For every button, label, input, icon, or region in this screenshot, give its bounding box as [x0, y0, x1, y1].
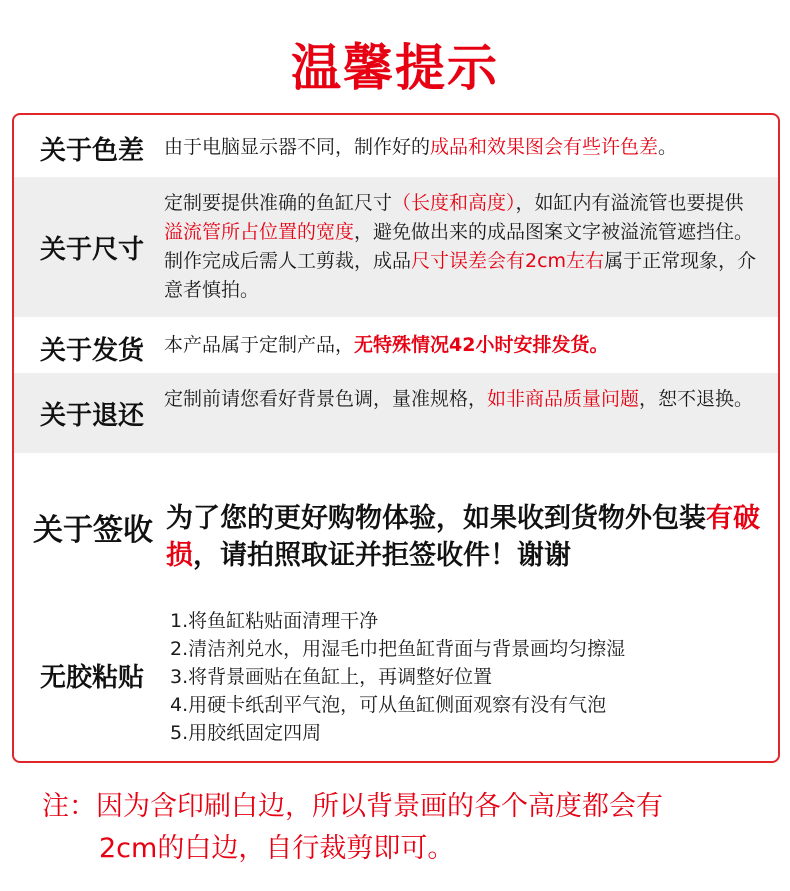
text-segment: 为了您的更好购物体验，如果收到货物外包装 — [166, 503, 706, 534]
section-label: 关于色差 — [39, 136, 144, 166]
text-segment: 由于电脑显示器不同，制作好的 — [164, 136, 431, 158]
text-segment: 。 — [658, 136, 678, 158]
highlight-text: 溢流管所占位置的宽度 — [164, 221, 355, 243]
text-segment: 定制前请您看好背景色调，量准规格， — [164, 388, 488, 410]
section-text — [164, 331, 759, 360]
section-size — [14, 177, 778, 317]
tips-card — [12, 113, 780, 763]
section-signing — [14, 453, 778, 587]
highlight-text: 成品和效果图会有些许色差 — [430, 136, 659, 158]
step-item: 5.用胶纸固定四周 — [170, 722, 322, 744]
highlight-text: （长度和高度） — [392, 192, 516, 214]
steps-list — [170, 607, 760, 747]
footer-note — [42, 786, 762, 870]
section-shipping — [14, 317, 778, 373]
text-segment: 属于正常现象，介意者慎拍。 — [164, 250, 757, 301]
note-line-1: 注：因为含印刷白边，所以背景画的各个高度都会有 — [42, 791, 663, 822]
section-text — [164, 385, 759, 414]
text-segment: ，请拍照取证并拒签收件！谢谢 — [193, 540, 571, 571]
highlight-text: 如非商品质量问题 — [487, 388, 640, 410]
highlight-text: 有破损 — [166, 503, 760, 571]
section-label: 关于发货 — [39, 336, 144, 366]
step-item: 3.将背景画贴在鱼缸上，再调整好位置 — [170, 666, 493, 688]
text-segment: ，如缸内有溢流管也要提供 — [515, 192, 744, 214]
text-segment: ，恕不退换。 — [639, 388, 754, 410]
step-item: 4.用硬卡纸刮平气泡，可从鱼缸侧面观察有没有气泡 — [170, 694, 607, 716]
text-segment: 定制要提供准确的鱼缸尺寸 — [164, 192, 393, 214]
text-segment: 本产品属于定制产品， — [164, 334, 355, 356]
step-item: 2.清洁剂兑水，用湿毛巾把鱼缸背面与背景画均匀擦湿 — [170, 638, 626, 660]
section-text — [164, 189, 759, 305]
section-label: 无胶粘贴 — [39, 663, 144, 693]
note-line-2: 2cm的白边，自行裁剪即可。 — [99, 833, 455, 864]
page-title: 温馨提示 — [291, 39, 499, 97]
section-returns — [14, 373, 778, 453]
section-text — [164, 133, 759, 162]
highlight-text: 无特殊情况42小时安排发货。 — [354, 334, 609, 356]
section-label: 关于退还 — [39, 401, 144, 431]
section-color-difference — [14, 115, 778, 177]
highlight-text: 尺寸误差会有2cm左右 — [411, 250, 605, 272]
section-label: 关于签收 — [33, 513, 153, 548]
section-label: 关于尺寸 — [39, 235, 144, 265]
text-segment: ，避免做出来的成品图案文字被溢流管遮挡住。制作完成后需人工剪裁，成品 — [164, 221, 754, 272]
step-item: 1.将鱼缸粘贴面清理干净 — [170, 610, 379, 632]
section-text — [166, 500, 772, 574]
section-no-glue — [14, 587, 778, 761]
